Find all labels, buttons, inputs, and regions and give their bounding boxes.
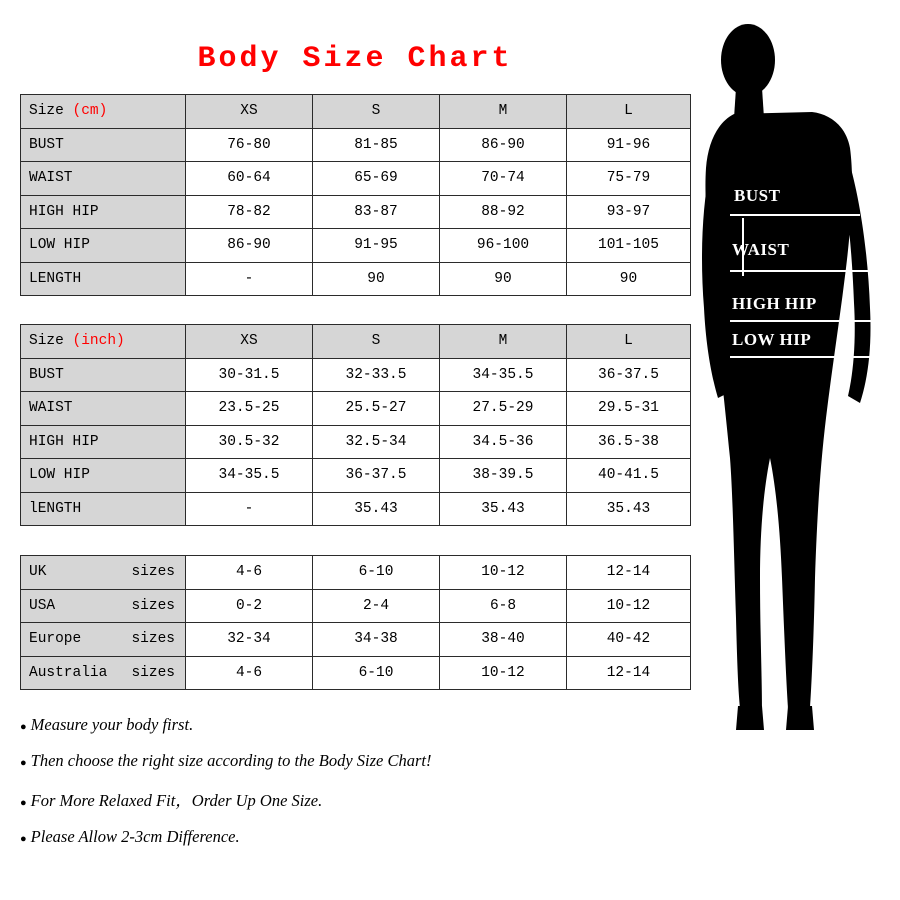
note-text: Then choose the right size according to the Body Size Chart! xyxy=(30,751,432,770)
figure-rule-high-hip xyxy=(730,320,880,322)
bullet-icon: ● xyxy=(20,797,27,809)
size-header-s: S xyxy=(313,325,440,359)
cell: 10-12 xyxy=(567,589,691,623)
table-row xyxy=(21,492,691,526)
row-label: BUST xyxy=(21,358,186,392)
bullet-icon: ● xyxy=(20,833,27,845)
size-header-l: L xyxy=(567,325,691,359)
notes-list xyxy=(20,715,680,863)
table-row xyxy=(21,656,691,690)
sizes-suffix: sizes xyxy=(131,631,175,648)
cell: 86-90 xyxy=(440,128,567,162)
unit-header-cell xyxy=(21,325,186,359)
bullet-icon: ● xyxy=(20,757,27,769)
sizes-suffix: sizes xyxy=(131,564,175,581)
cell: 86-90 xyxy=(186,229,313,263)
size-header-xs: XS xyxy=(186,325,313,359)
cell: 0-2 xyxy=(186,589,313,623)
row-label: BUST xyxy=(21,128,186,162)
table-row xyxy=(21,358,691,392)
cell: - xyxy=(186,262,313,296)
cell: 60-64 xyxy=(186,162,313,196)
region-label: Australia xyxy=(29,664,108,681)
cell: 70-74 xyxy=(440,162,567,196)
cell: 12-14 xyxy=(567,556,691,590)
body-silhouette-figure xyxy=(700,18,900,758)
size-header-l: L xyxy=(567,95,691,129)
cell: 10-12 xyxy=(440,556,567,590)
cell: 32-33.5 xyxy=(313,358,440,392)
row-label: WAIST xyxy=(21,162,186,196)
page-title: Body Size Chart xyxy=(197,42,513,76)
region-label: Europe xyxy=(29,631,82,648)
cell: 88-92 xyxy=(440,195,567,229)
cell: 34-38 xyxy=(313,623,440,657)
size-table-cm xyxy=(20,94,691,296)
size-header-m: M xyxy=(440,95,567,129)
row-label xyxy=(21,623,186,657)
bullet-icon: ● xyxy=(20,721,27,733)
cell: 90 xyxy=(313,262,440,296)
cell: 38-39.5 xyxy=(440,459,567,493)
cell: 96-100 xyxy=(440,229,567,263)
cell: 38-40 xyxy=(440,623,567,657)
row-label: LOW HIP xyxy=(21,459,186,493)
cell: 90 xyxy=(440,262,567,296)
size-header-xs: XS xyxy=(186,95,313,129)
table-row xyxy=(21,425,691,459)
row-label: LENGTH xyxy=(21,262,186,296)
row-label: lENGTH xyxy=(21,492,186,526)
table-header-row xyxy=(21,325,691,359)
figure-rule-waist xyxy=(730,270,880,272)
size-table-inch xyxy=(20,324,691,526)
unit-label: (inch) xyxy=(72,333,125,350)
cell: 36-37.5 xyxy=(567,358,691,392)
cell: 83-87 xyxy=(313,195,440,229)
region-label: USA xyxy=(29,597,56,614)
cell: 4-6 xyxy=(186,656,313,690)
cell: 6-8 xyxy=(440,589,567,623)
cell: 10-12 xyxy=(440,656,567,690)
cell: 90 xyxy=(567,262,691,296)
cell: 2-4 xyxy=(313,589,440,623)
table-row xyxy=(21,623,691,657)
note-text: For More Relaxed Fit，Order Up One Size. xyxy=(30,791,323,810)
row-label: WAIST xyxy=(21,392,186,426)
cell: 101-105 xyxy=(567,229,691,263)
cell: 81-85 xyxy=(313,128,440,162)
figure-label-waist: WAIST xyxy=(732,240,790,259)
figure-rule-low-hip xyxy=(730,356,880,358)
cell: 4-6 xyxy=(186,556,313,590)
cell: 27.5-29 xyxy=(440,392,567,426)
cell: 34-35.5 xyxy=(186,459,313,493)
row-label: LOW HIP xyxy=(21,229,186,263)
size-label: Size xyxy=(29,333,64,350)
table-row xyxy=(21,262,691,296)
note-text: Please Allow 2-3cm Difference. xyxy=(30,827,240,846)
cell: 32.5-34 xyxy=(313,425,440,459)
table-row xyxy=(21,459,691,493)
cell: 91-95 xyxy=(313,229,440,263)
cell: 32-34 xyxy=(186,623,313,657)
table-row xyxy=(21,162,691,196)
cell: 6-10 xyxy=(313,656,440,690)
table-header-row xyxy=(21,95,691,129)
note-item xyxy=(20,787,680,811)
cell: 93-97 xyxy=(567,195,691,229)
cell: 12-14 xyxy=(567,656,691,690)
cell: 23.5-25 xyxy=(186,392,313,426)
cell: 6-10 xyxy=(313,556,440,590)
row-label xyxy=(21,556,186,590)
figure-label-high-hip: HIGH HIP xyxy=(732,294,817,313)
note-item xyxy=(20,715,680,735)
table-row xyxy=(21,128,691,162)
note-text: Measure your body first. xyxy=(30,715,194,734)
table-row xyxy=(21,556,691,590)
cell: 35.43 xyxy=(440,492,567,526)
unit-header-cell xyxy=(21,95,186,129)
row-label: HIGH HIP xyxy=(21,195,186,229)
cell: 35.43 xyxy=(313,492,440,526)
cell: 36.5-38 xyxy=(567,425,691,459)
table-row xyxy=(21,229,691,263)
size-header-s: S xyxy=(313,95,440,129)
row-label xyxy=(21,589,186,623)
figure-rule-bust xyxy=(730,214,860,216)
size-label: Size xyxy=(29,103,64,120)
row-label: HIGH HIP xyxy=(21,425,186,459)
note-item xyxy=(20,827,680,847)
cell: 78-82 xyxy=(186,195,313,229)
size-table-international xyxy=(20,555,691,690)
cell: 40-41.5 xyxy=(567,459,691,493)
row-label xyxy=(21,656,186,690)
cell: 36-37.5 xyxy=(313,459,440,493)
cell: 40-42 xyxy=(567,623,691,657)
cell: 34-35.5 xyxy=(440,358,567,392)
cell: 65-69 xyxy=(313,162,440,196)
table-row xyxy=(21,392,691,426)
cell: 76-80 xyxy=(186,128,313,162)
figure-label-low-hip: LOW HIP xyxy=(732,330,812,349)
sizes-suffix: sizes xyxy=(131,597,175,614)
table-row xyxy=(21,195,691,229)
sizes-suffix: sizes xyxy=(131,664,175,681)
cell: 30-31.5 xyxy=(186,358,313,392)
size-header-m: M xyxy=(440,325,567,359)
table-row xyxy=(21,589,691,623)
cell: 34.5-36 xyxy=(440,425,567,459)
cell: - xyxy=(186,492,313,526)
cell: 35.43 xyxy=(567,492,691,526)
cell: 25.5-27 xyxy=(313,392,440,426)
cell: 30.5-32 xyxy=(186,425,313,459)
figure-label-bust: BUST xyxy=(734,186,781,205)
cell: 75-79 xyxy=(567,162,691,196)
note-item xyxy=(20,751,680,771)
region-label: UK xyxy=(29,564,47,581)
cell: 29.5-31 xyxy=(567,392,691,426)
female-silhouette-icon xyxy=(700,18,900,758)
cell: 91-96 xyxy=(567,128,691,162)
unit-label: (cm) xyxy=(72,103,108,120)
